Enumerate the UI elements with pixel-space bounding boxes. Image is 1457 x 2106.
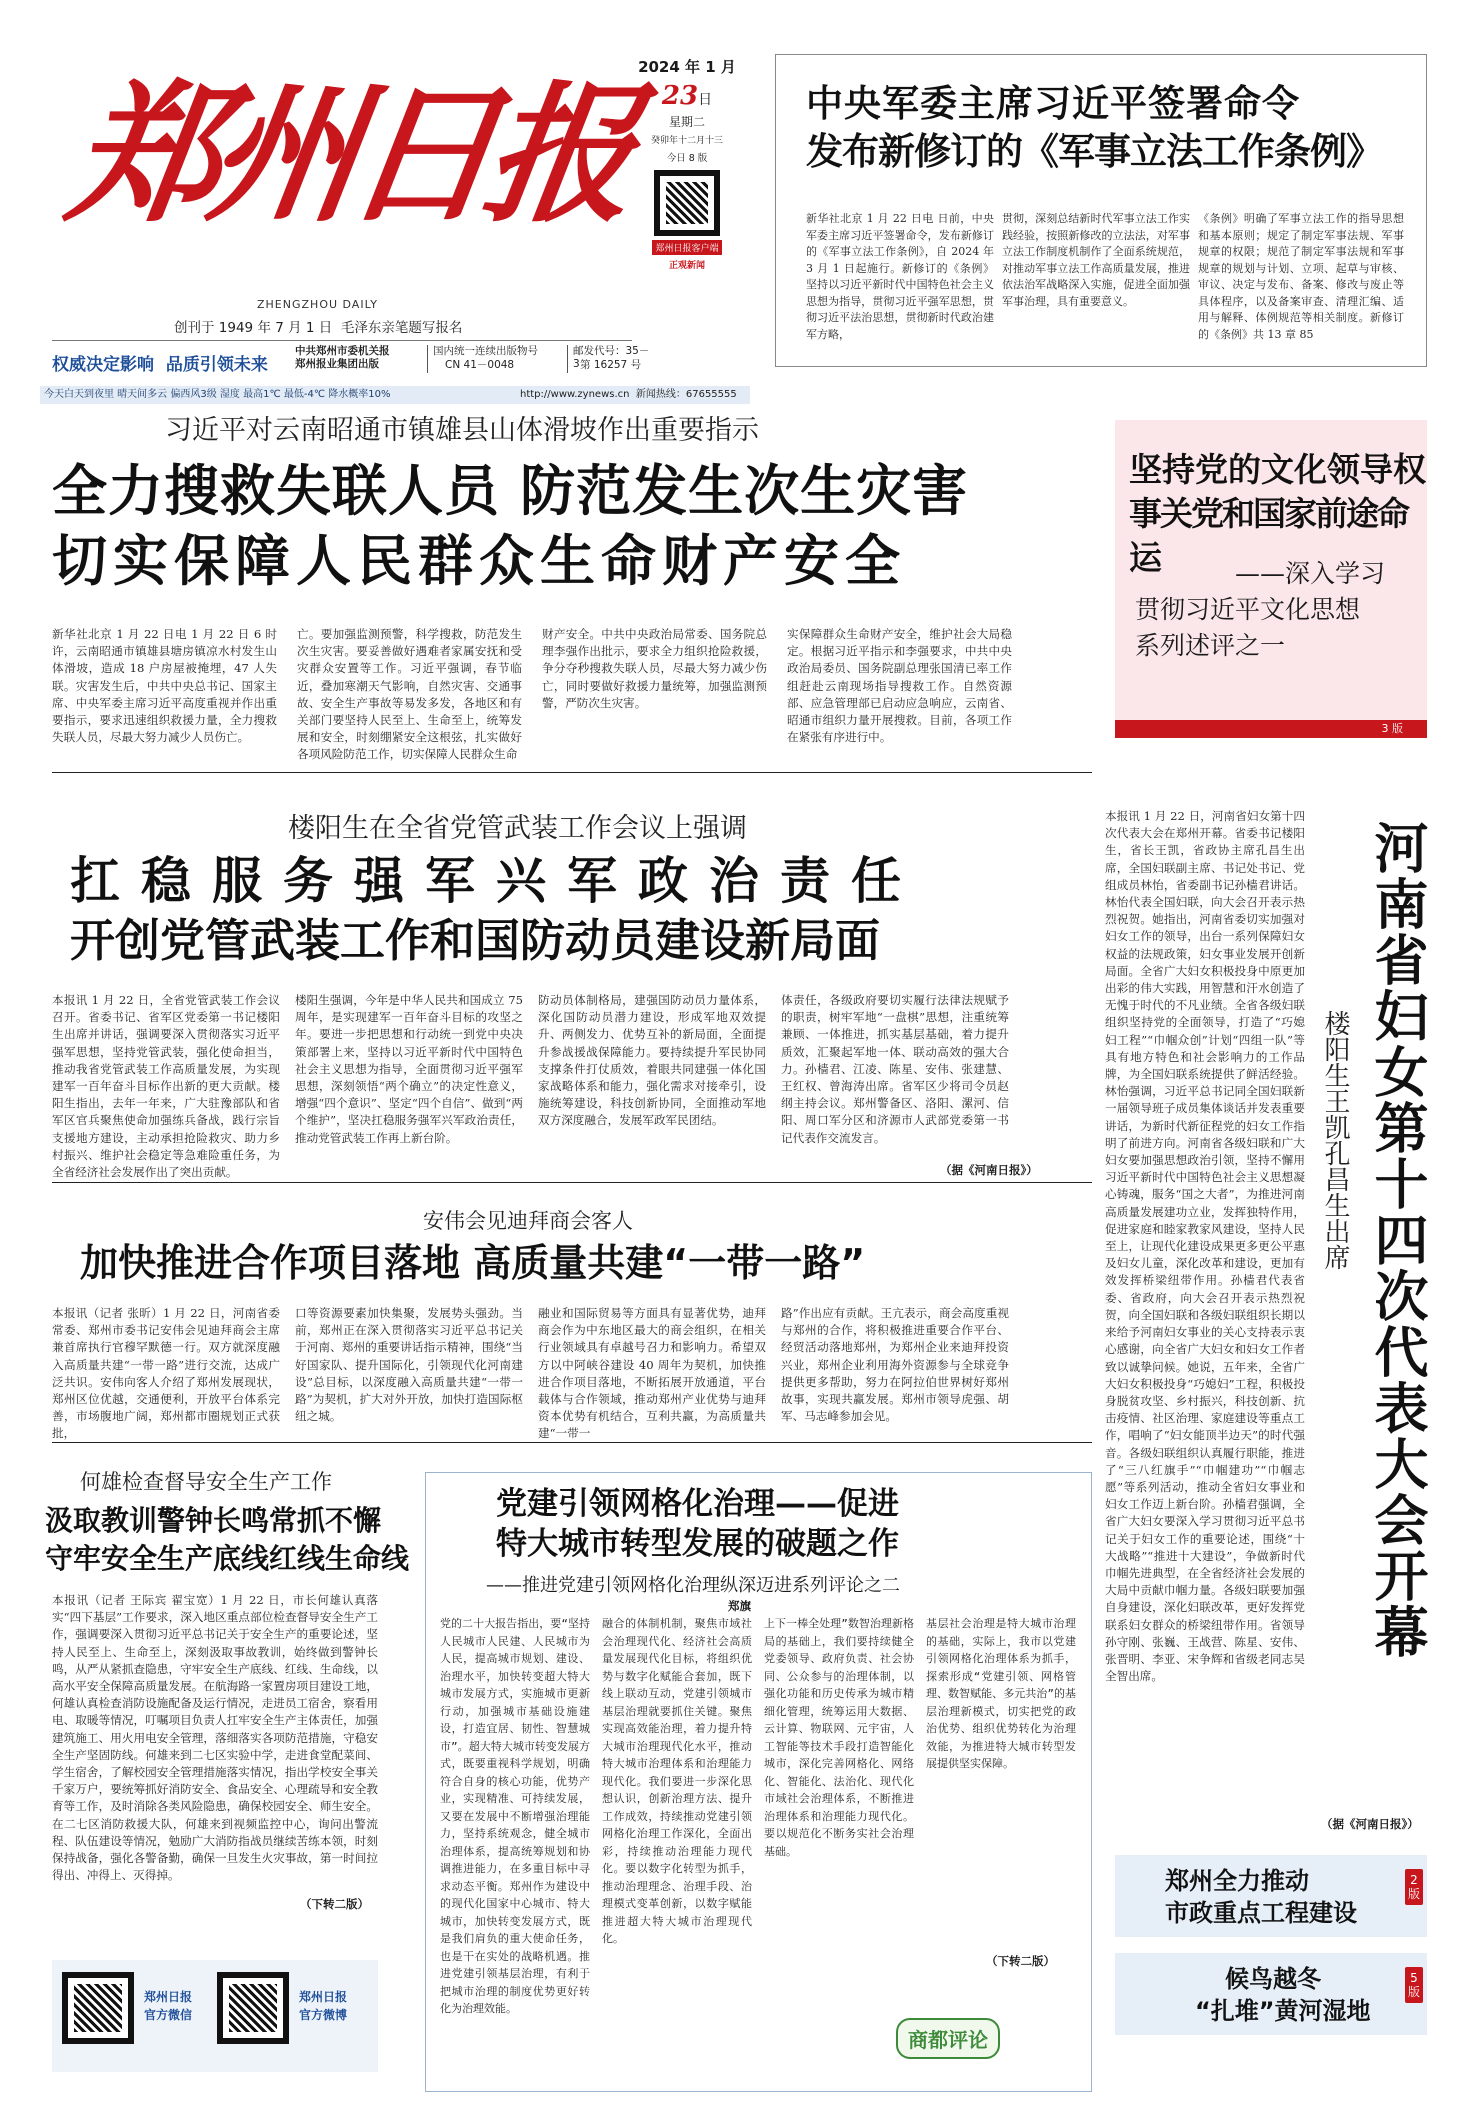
rescue-col-3: 财产安全。中共中央政治局常委、国务院总理李强作出批示，要求全力组织抢险救援，争分夺秒搜救失联人员，尽最大努力减少伤亡，同时要做好救援力量统筹，加强监测预警，严防次生灾害。	[542, 627, 767, 710]
masthead	[52, 40, 637, 375]
commentary-sub-1: ——深入学习	[1235, 559, 1386, 588]
armed-col-4: 体责任，各级政府要切实履行法律法规赋予的职责，树牢军地“一盘棋”思想，注重统筹兼顾、一体推进，抓实基层基础，着力提升质效，汇聚起军地一体、联动高效的强大合力。孙樯君、江凌、陈星、安伟、张建慧、王红权、曾海涛出席。省军区少将司令员赵纲主持会议。郑州警备区、洛阳、漯河、信阳、周口军分区和济源市人武部党委第一书记代表作交流发言。	[781, 993, 1009, 1145]
slogan-part1: 权威决定影响	[52, 355, 154, 375]
safety-title-2: 守牢安全生产底线红线生命线	[45, 1542, 410, 1575]
grid-commentary	[425, 1472, 1092, 2092]
rescue-col-4: 实保障群众生命财产安全，维护社会大局稳定。根据习近平指示和李强要求，中共中央政治局委员、国务院副总理张国清已率工作组赶赴云南现场指导搜救工作。自然资源部、应急管理部已启动应急响应，云南省、昭通市组织力量开展搜救。目前，各项工作在紧张有序进行中。	[787, 627, 1012, 745]
congress-kicker: 楼阳生王凯孔昌生出席	[1320, 1010, 1350, 1270]
safety-turn: （下转二版）	[300, 1897, 369, 1911]
rescue-col-1: 新华社北京 1 月 22 日电 1 月 22 日 6 时许，云南昭通市镇雄县塘房镇凉水村发生山体滑坡，造成 18 户房屋被掩埋，47 人失联。灾害发生后，中共中央总书记、国家主席、中央军委主席习近平高度重视并作出重要指示，要求迅速组织救援力量，全力搜救失联人员，尽最大努力减少人员伤亡。	[52, 627, 277, 745]
grid-col-3: 上下一棒全处理”数智治理新格局的基础上，我们要持续健全党委领导、政府负责、社会协同、公众参与的治理体制，以强化功能和历史传承为城市精细化管理，统筹运用大数据、云计算、物联网、元宇宙，人工智能等技术手段打造智能化城市，深化完善网格化、网络化、智能化、法治化、现代化市域社会治理体系，不断推进治理体系和治理能力现代化。要以规范化不断务实社会治理基础。	[764, 1617, 914, 1858]
lead-col-1: 新华社北京 1 月 22 日电 日前，中央军委主席习近平签署命令，发布新修订的《军事立法工作条例》，自 2024 年 3 月 1 日起施行。新修订的《条例》坚持以习近平新时代中国特色社会主义思想为指导，贯彻习近平强军思想，贯彻习近平法治思想，贯彻新时代政治建军方略，	[806, 212, 994, 341]
date-pages: 今日 8 版	[666, 153, 708, 164]
promo-municipal-page[interactable]: 2 版	[1405, 1869, 1423, 1905]
sponsor-1: 中共郑州市委机关报	[295, 345, 390, 357]
founded-line	[174, 316, 462, 336]
wechat-label	[144, 1988, 192, 2024]
app-qr-caption: 郑州日报客户端	[652, 240, 721, 255]
lead-col-2: 贯彻，深刻总结新时代军事立法工作实践经验，按照新修改的立法法，对军事立法工作制度机制作了全面系统规范，对推动军事立法工作高质量发展，推进依法治军战略深入实施，促进全面加强军事治理，具有重要意义。	[1002, 212, 1190, 308]
rescue-title-2: 切实保障人民群众生命财产安全	[52, 529, 907, 593]
date-lunar: 癸卯年十二月十三	[650, 136, 723, 146]
weather-text: 今天白天到夜里 晴天间多云 偏西风3级 湿度 最高1℃ 最低-4℃ 降水概率10%	[44, 389, 391, 400]
grid-turn: （下转二版）	[986, 1954, 1055, 1968]
app-qr-code[interactable]	[654, 170, 720, 236]
grid-col-4: 基层社会治理是特大城市治理的基础，实际上，我市以党建引领网格化治理体系为抓手，探索形成“党建引领、网格管理、数智赋能、多元共治”的基层治理新模式，切实把党的政治优势、组织优势转化为治理效能，为推进特大城市转型发展提供坚实保障。	[926, 1617, 1076, 1770]
promo-municipal[interactable]	[1115, 1855, 1427, 1937]
belt-col-1: 本报讯（记者 张昕）1 月 22 日，河南省委常委、郑州市委书记安伟会见迪拜商会主席兼首席执行官穆罕默德一行。双方就深度融入高质量共建“一带一路”进行交流，达成广泛共识。安伟向客人介绍了郑州发展现状，郑州区位优越，交通便利，开放平台体系完善，市场腹地广阔，郑州都市圈规划正式获批，	[52, 1306, 280, 1441]
congress-body: 本报讯 1 月 22 日，河南省妇女第十四次代表大会在郑州开幕。省委书记楼阳生，省长王凯，省政协主席孔昌生出席，全国妇联副主席、书记处书记、党组成员林怡，省委副书记孙樯君讲话。林怡代表全国妇联，向大会召开表示热烈祝贺。她指出，河南省委切实加强对妇女工作的领导，出台一系列保障妇女权益的法规政策，妇女事业发展开创新局面。全省广大妇女积极投身中原更加出彩的伟大实践，用智慧和汗水创造了无愧于时代的不凡业绩。全省各级妇联组织坚持党的全面领导，打造了“巧媳妇工程”“巾帼众创”计划“四组一队”等具有地方特色和社会影响力的工作品牌，为全国妇联系统提供了鲜活经验。林怡强调，习近平总书记同全国妇联新一届领导班子成员集体谈话并发表重要讲话，为新时代新征程党的妇女工作指明了前进方向。河南省各级妇联和广大妇女要加强思想政治引领，坚持不懈用习近平新时代中国特色社会主义思想凝心铸魂，服务“国之大者”，为推进河南高质量发展建功立业，发挥独特作用，促进家庭和睦家教家风建设，坚持人民至上，让现代化建设成果更多更公平惠及妇女儿童，深化改革和建设，更加有效发挥桥梁纽带作用。孙樯君代表省委、省政府，向大会召开表示热烈祝贺，向全国妇联和各级妇联组织长期以来给予河南妇女事业的关心支持表示衷心感谢，向全省广大妇女和妇女工作者致以诚挚问候。她说，五年来，全省广大妇女积极投身“巧媳妇”工程，积极投身脱贫攻坚、乡村振兴，科技创新、抗击疫情、社区治理、家庭建设等重点工作，唱响了“妇女能顶半边天”的时代强音。各级妇联组织认真履行职能，推进了“三八红旗手”“巾帼建功”“巾帼志愿”等系列活动，推动全省妇女事业和妇女工作迈上新台阶。孙樯君强调，全省广大妇女要深入学习贯彻习近平总书记关于妇女工作的重要论述，围绕“十大战略”“推进十大建设”，争做新时代巾帼先进典型，在全省经济社会发展的大局中贡献巾帼力量。各级妇联要加强自身建设，深化妇联改革，更好发挥党联系妇女群众的桥梁纽带作用。省领导孙守刚、张巍、王战营、陈星、安伟、张晋明、李亚、宋争辉和省级老同志吴全智出席。	[1105, 809, 1305, 1684]
promo-birds[interactable]	[1115, 1953, 1427, 2035]
cn-label: 国内统一连续出版物号	[433, 345, 538, 357]
inscription-text: 毛泽东亲笔题写报名	[340, 320, 463, 336]
lead-story	[775, 54, 1427, 367]
armed-source: （据《河南日报》）	[940, 1163, 1038, 1177]
commentary-title-2: 事关党和国家前途命运	[1129, 494, 1408, 577]
grid-subtitle: ——推进党建引领网格化治理纵深迈进系列评论之二	[486, 1575, 900, 1596]
belt-col-3: 融业和国际贸易等方面具有显著优势，迪拜商会作为中东地区最大的商会组织，在相关行业领域具有卓越号召力和影响力。希望双方以中阿峡谷建设 40 周年为契机，加快推进合作项目落地，不断拓展开放通道，平台载体与合作领域，推动郑州产业优势与迪拜资本优势有机结合，互利共赢，为高质量共建“一带一	[538, 1306, 766, 1441]
safety-body: 本报讯（记者 王际宾 翟宝宽）1 月 22 日，市长何雄认真落实“四下基层”工作要求，深入地区重点部位检查督导安全生产工作，强调要深入贯彻习近平总书记关于安全生产的重要论述，坚持人民至上、生命至上，深刻汲取事故教训，始终做到警钟长鸣，从严从紧抓查隐患，守牢安全生产底线、红线、生命线，以高水平安全保障高质量发展。在航海路一家置房项目建设工地，何雄认真检查消防设施配备及运行情况，走进员工宿舍，察看用电、取暖等情况，叮嘱项目负责人扛牢安全生产主体责任，加强建筑施工、用火用电安全管理，落细落实各项防范措施，守稳安全生产坚固防线。何雄来到二七区实验中学，走进食堂配菜间、学生宿舍，了解校园安全管理措施落实情况，指出学校安全事关千家万户，要统筹抓好消防安全、食品安全、心理疏导和安全教育等工作，及时消除各类风险隐患，确保校园安全、师生安全。在二七区消防救援大队，何雄来到视频监控中心，询问出警流程、队伍建设等情况，勉励广大消防指战员继续苦练本领，时刻保持战备，强化各警备勤，确保一旦发生火灾事故，第一时间拉得出、冲得上、灭得掉。	[52, 1593, 378, 1883]
belt-col-4: 路”作出应有贡献。王亢表示，商会高度重视与郑州的合作，将积极推进重要合作平台、经贸活动落地郑州，为郑州企业来迪拜投资兴业，郑州企业利用海外资源参与全球竞争提供更多帮助，努力在阿拉伯世界树好郑州故事，实现共赢发展。郑州市领导虎强、胡军、马志峰参加会见。	[781, 1306, 1009, 1424]
issue-number: 第 16257 号	[580, 359, 642, 371]
publication-info	[295, 345, 655, 385]
commentary-box[interactable]	[1115, 420, 1427, 738]
commentary-title-1: 坚持党的文化领导权	[1129, 450, 1426, 489]
wechat-label-1: 郑州日报	[144, 1990, 193, 2004]
promo-municipal-title-2: 市政重点工程建设	[1165, 1899, 1357, 1927]
date-year-month: 2024 年 1 月	[638, 58, 736, 76]
promo-municipal-title-1: 郑州全力推动	[1165, 1867, 1309, 1895]
lead-col-3: 《条例》明确了军事立法工作的指导思想和基本原则；规定了制定军事法规、军事规章的权限；规范了制定军事法规和军事规章的规划与计划、立项、起草与审核、审议、决定与发布、备案、修改与废止等具体程序，以及备案审查、清理汇编、适用与解释、体例规范等相关制度。新修订的《条例》共 13 章 85	[1198, 212, 1404, 341]
slogan	[52, 350, 268, 375]
armed-title-1: 扛稳服务强军兴军政治责任	[70, 852, 922, 910]
hotline: 新闻热线：67655555	[635, 389, 737, 400]
video-label	[299, 1988, 347, 2024]
safety-kicker: 何雄检查督导安全生产工作	[80, 1470, 332, 1494]
congress-story	[1105, 800, 1435, 1835]
wechat-qr-code[interactable]	[62, 1972, 134, 2044]
footer-qr-area	[52, 1960, 378, 2072]
masthead-title: 郑州日报	[59, 67, 637, 243]
video-qr-code[interactable]	[217, 1972, 289, 2044]
commentary-page[interactable]: 3 版	[1115, 720, 1427, 738]
slogan-part2: 品质引领未来	[165, 355, 268, 375]
armed-col-2: 楼阳生强调，今年是中华人民共和国成立 75 周年，是实现建军一百年奋斗目标的攻坚之年。要进一步把思想和行动统一到党中央决策部署上来，坚持以习近平新时代中国特色社会主义思想为指导，全面贯彻习近平强军思想，深刻领悟“两个确立”的决定性意义，增强“四个意识”、坚定“四个自信”、做到“两个维护”，坚决扛稳服务强军兴军政治责任，推动党管武装工作再上新台阶。	[295, 993, 523, 1145]
video-label-1: 郑州日报	[299, 1990, 348, 2004]
belt-kicker: 安伟会见迪拜商会客人	[423, 1209, 633, 1233]
masthead-pinyin: ZHENGZHOU DAILY	[257, 298, 378, 311]
grid-title-1: 党建引领网格化治理——促进	[496, 1486, 899, 1522]
founded-text: 创刊于 1949 年 7 月 1 日	[174, 320, 333, 336]
date-day: 23	[661, 81, 699, 111]
rescue-kicker: 习近平对云南昭通市镇雄县山体滑坡作出重要指示	[165, 415, 759, 446]
congress-title: 河南省妇女第十四次代表大会开幕	[1366, 820, 1429, 1660]
rescue-title-1: 全力搜救失联人员 防范发生次生灾害	[52, 459, 969, 523]
grid-stamp: 商都评论	[896, 2018, 1000, 2059]
live-label: 正观新闻	[668, 261, 705, 271]
grid-col-2: 融合的体制机制，聚焦市域社会治理现代化、经济社会高质量发展现代化目标，将组织优势与数字化赋能合套加，既下线上联动互动，党建引领城市基层治理就要抓住关键。聚焦实现高效能治理，着力提升特大城市治理现代化水平，推动特大城市治理体系和治理能力现代化。我们要进一步深化思想认识，创新治理方法、提升工作成效，持续推动党建引领网格化治理工作深化，全面出彩，持续推动治理能力现代化。要以数字化转型为抓手，推动治理理念、治理手段、治理模式变革创新，以数字赋能推进超大特大城市治理现代化。	[602, 1617, 752, 1945]
cn-number: CN 41－0048	[445, 359, 515, 371]
promo-birds-title-2: “扎堆”黄河湿地	[1195, 1997, 1371, 2025]
wechat-label-2: 官方微信	[144, 2008, 193, 2022]
grid-title-2: 特大城市转型发展的破题之作	[496, 1526, 899, 1562]
video-label-2: 官方微博	[299, 2008, 348, 2022]
grid-col-1: 党的二十大报告指出，要“坚持人民城市人民建、人民城市为人民，提高城市规划、建设、治理水平，加快转变超大特大城市发展方式，实施城市更新行动，加强城市基础设施建设，打造宜居、韧性、智慧城市”。超大特大城市转变发展方式，既要重视科学规划，明确符合自身的核心功能，优势产业，实现精准、可持续发展，又要在发展中不断增强治理能力，坚持系统观念，健全城市治理体系，提高统筹规划和协调推进能力，在多重目标中寻求动态平衡。郑州作为建设中的现代化国家中心城市、特大城市，加快转变发展方式，既是我们肩负的重大使命任务，也是干在实处的战略机遇。推进党建引领基层治理，有利于把城市治理的制度优势更好转化为治理效能。	[440, 1617, 590, 2015]
congress-source: （据《河南日报》）	[1321, 1817, 1419, 1831]
rescue-col-2: 亡。要加强监测预警，科学搜救，防范发生次生灾害。要妥善做好遇难者家属安抚和受灾群众安置等工作。习近平强调，春节临近，叠加寒潮天气影响，自然灾害、交通事故、安全生产事故等易发多发，各地区和有关部门要坚持人民至上、生命至上，统筹发展和安全，时刻绷紧安全这根弦，扎实做好各项风险防范工作，切实保障人民群众生命	[297, 627, 522, 762]
belt-col-2: 口等资源要素加快集聚，发展势头强劲。当前，郑州正在深入贯彻落实习近平总书记关于河南、郑州的重要讲话指示精神，围绕“当好国家队、提升国际化，引领现代化河南建设”总目标，以深度融入高质量共建“一带一路”为契机，扩大对外开放，加快打造国际枢纽之城。	[295, 1306, 523, 1424]
lead-title-2: 发布新修订的《军事立法工作条例》	[806, 130, 1382, 173]
promo-birds-page[interactable]: 5 版	[1405, 1967, 1423, 2003]
date-day-suffix: 日	[698, 92, 713, 108]
armed-col-3: 防动员体制格局，建强国防动员力量体系，深化国防动员潜力建设，形成军地双效提升、两侧发力、优势互补的新局面，全面提升参战援战保障能力。要持续提升军民协同支撑条件打仗质效，着眼共同建强一体化国家战略体系和能力，强化需求对接牵引，设施统筹建设，科技创新协同，全面推动军地双方深度融合，发展军政军民团结。	[538, 993, 766, 1128]
grid-author: 郑旗	[728, 1599, 751, 1613]
armed-title-2: 开创党管武装工作和国防动员建设新局面	[70, 914, 881, 967]
commentary-sub-3: 系列述评之一	[1135, 631, 1286, 660]
lead-title-1: 中央军委主席习近平签署命令	[806, 82, 1300, 125]
sponsor-2: 郑州报业集团出版	[295, 358, 379, 370]
armed-col-1: 本报讯 1 月 22 日，全省党管武装工作会议召开。省委书记、省军区党委第一书记楼阳生出席并讲话，强调要深入贯彻落实习近平强军思想，坚持党管武装，强化使命担当，推动我省党管武装工作高质量发展，为实现建军一百年奋斗目标作出新的更大贡献。楼阳生指出，去年一年来，广大驻豫部队和省军区官兵聚焦使命加强练兵备战，践行宗旨支援地方建设，主动承担抢险救灾、助力乡村振兴、维护社会稳定等急难险重任务，为全省经济社会发展作出了突出贡献。	[52, 993, 280, 1180]
safety-title-1: 汲取教训警钟长鸣常抓不懈	[45, 1504, 382, 1537]
promo-birds-title-1: 候鸟越冬	[1225, 1965, 1321, 1993]
site-url[interactable]: http://www.zynews.cn	[520, 389, 630, 400]
postal-code: 邮发代号：35－3	[573, 345, 650, 370]
commentary-sub-2: 贯彻习近平文化思想	[1135, 595, 1361, 624]
date-weekday: 星期二	[668, 115, 705, 129]
belt-title: 加快推进合作项目落地 高质量共建“一带一路”	[80, 1241, 866, 1285]
site-url-bar	[520, 386, 750, 404]
armed-kicker: 楼阳生在全省党管武装工作会议上强调	[288, 813, 747, 844]
date-panel	[632, 56, 742, 271]
